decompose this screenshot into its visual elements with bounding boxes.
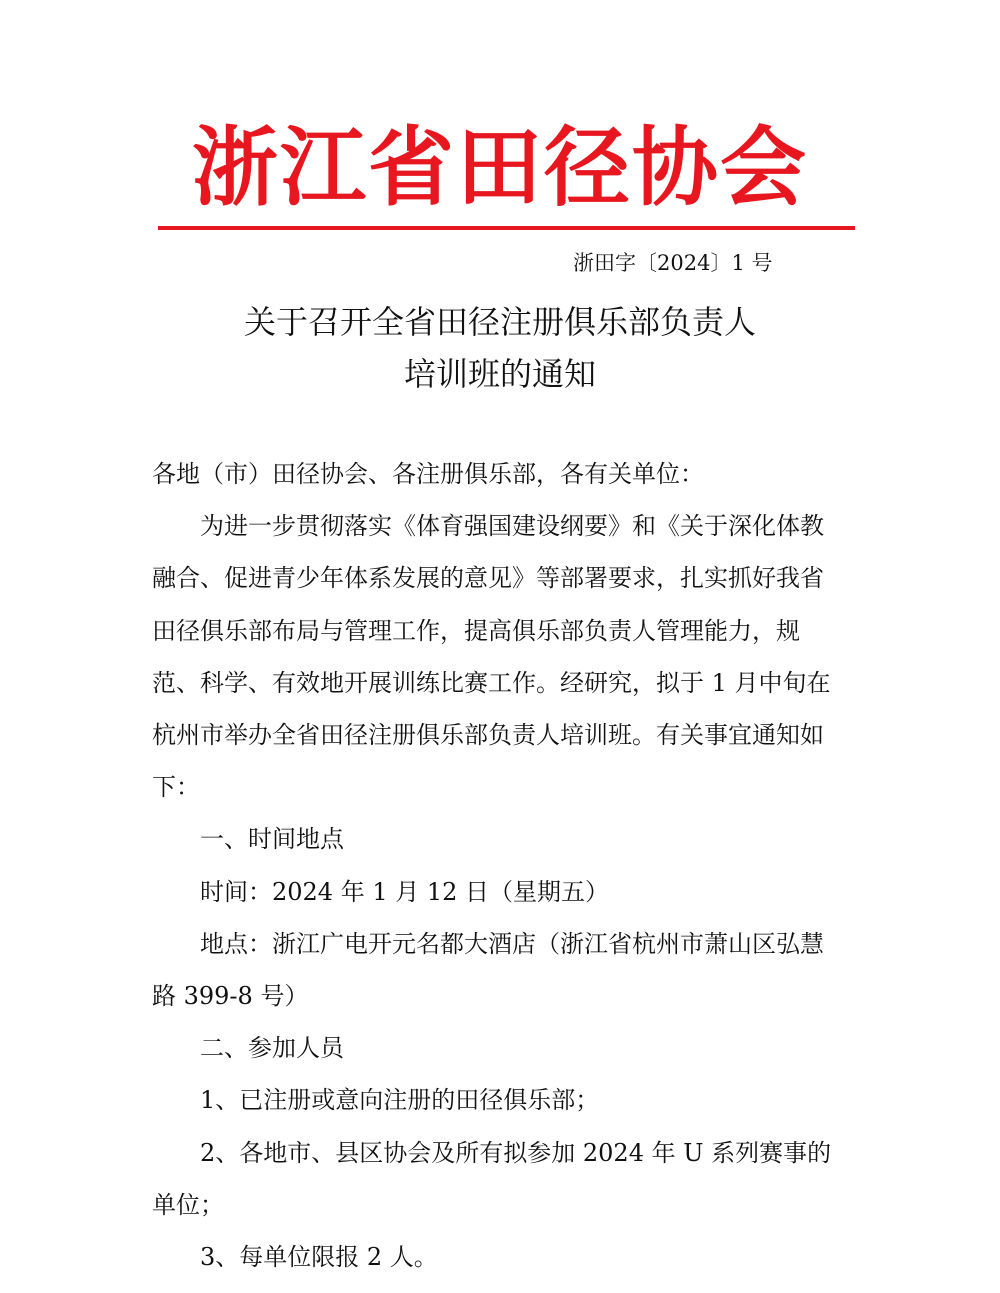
document-title-line-2: 培训班的通知 [403,355,596,393]
intro-paragraph: 为进一步贯彻落实《体育强国建设纲要》和《关于深化体教融合、促进青少年体系发展的意见》等部署要求，扎实抓好我省田径俱乐部布局与管理工作，提高俱乐部负责人管理能力，规范、科学、有效地开展训练比赛工作。经研究，拟于 1 月中旬在杭州市举办全省田径注册俱乐部负责人培训班。有关事宜通知如下： [152,512,831,802]
document-body [152,448,842,1283]
time-line: 时间：2024 年 1 月 12 日（星期五） [200,877,610,906]
participant-item-3: 3、每单位限报 2 人。 [200,1243,438,1272]
document-title-line-1: 关于召开全省田径注册俱乐部负责人 [243,303,756,341]
document-number: 浙田字〔2024〕1 号 [573,251,773,275]
participant-item-1: 1、已注册或意向注册的田径俱乐部； [200,1086,600,1115]
location-line: 地点：浙江广电开元名都大酒店（浙江省杭州市萧山区弘慧路 399-8 号） [152,929,824,1011]
salutation: 各地（市）田径协会、各注册俱乐部，各有关单位： [152,460,704,488]
section-heading-time-location: 一、时间地点 [200,825,344,854]
section-heading-participants: 二、参加人员 [200,1034,344,1063]
participant-item-2: 2、各地市、县区协会及所有拟参加 2024 年 U 系列赛事的单位； [152,1138,832,1219]
masthead-red-rule [158,226,855,230]
document-title [150,296,850,400]
masthead-title: 浙江省田径协会 [192,117,808,218]
